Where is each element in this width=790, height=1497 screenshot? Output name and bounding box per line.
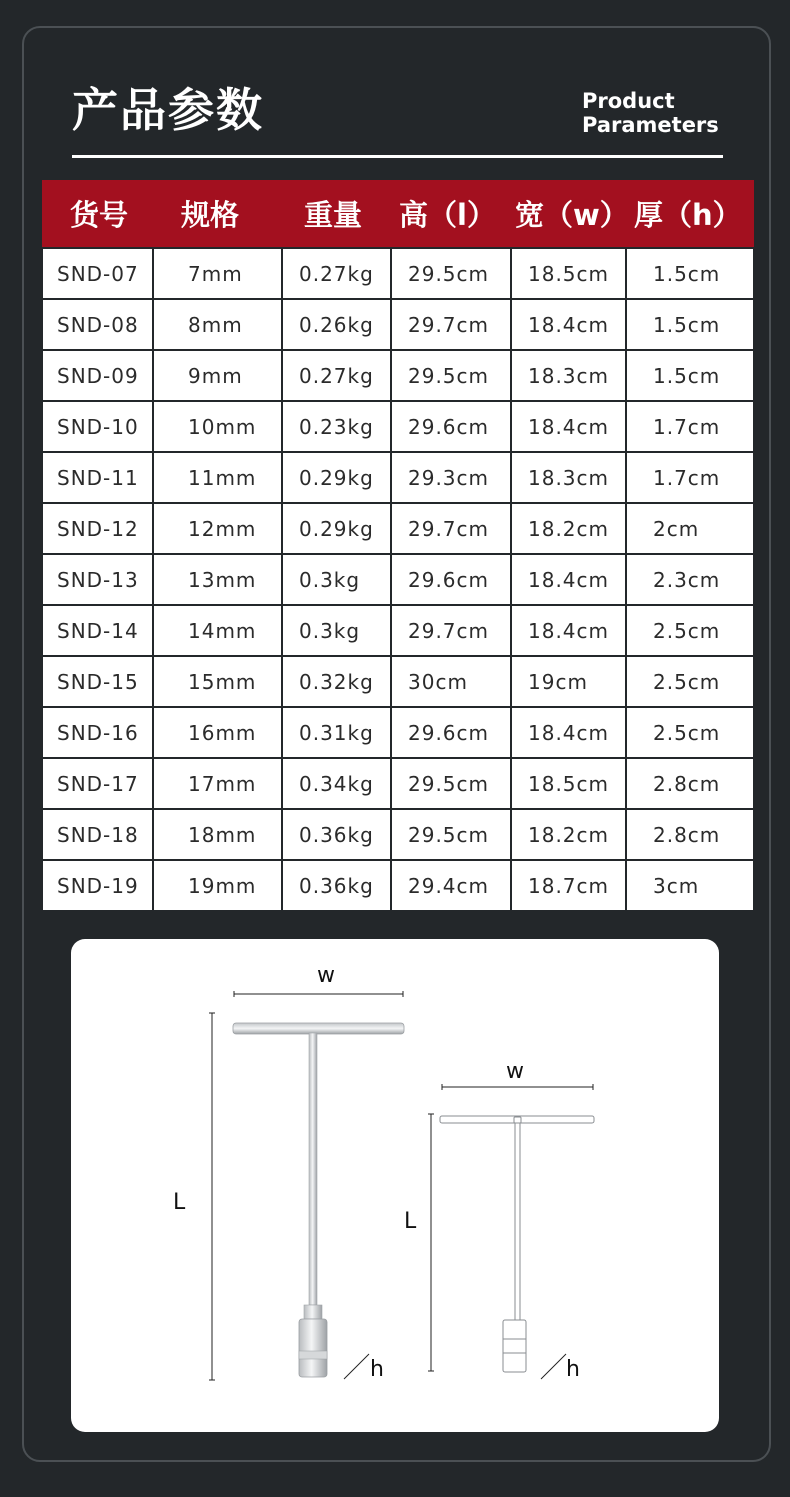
item-no-cell: SND-07 [42, 248, 153, 299]
height-cell: 29.5cm [391, 350, 511, 401]
subtitle-line-2: Parameters [582, 113, 719, 137]
thickness-cell: 2.5cm [626, 605, 754, 656]
item-no-cell: SND-11 [42, 452, 153, 503]
header-thickness: 厚（h） [626, 180, 754, 248]
item-no-cell: SND-16 [42, 707, 153, 758]
width-cell: 18.2cm [511, 503, 626, 554]
thickness-cell: 1.7cm [626, 401, 754, 452]
weight-cell: 0.23kg [282, 401, 391, 452]
spec-cell: 17mm [153, 758, 282, 809]
header-spec: 规格 [153, 180, 282, 248]
item-no-cell: SND-09 [42, 350, 153, 401]
left-t-wrench [233, 1023, 404, 1377]
title-divider [72, 155, 723, 158]
item-no-cell: SND-18 [42, 809, 153, 860]
width-cell: 18.4cm [511, 401, 626, 452]
height-cell: 29.6cm [391, 554, 511, 605]
thickness-cell: 1.5cm [626, 350, 754, 401]
thickness-cell: 1.7cm [626, 452, 754, 503]
spec-cell: 10mm [153, 401, 282, 452]
weight-cell: 0.29kg [282, 503, 391, 554]
thickness-cell: 3cm [626, 860, 754, 911]
width-cell: 18.4cm [511, 707, 626, 758]
table-row [42, 299, 754, 350]
height-cell: 29.5cm [391, 758, 511, 809]
spec-cell: 7mm [153, 248, 282, 299]
height-cell: 29.7cm [391, 503, 511, 554]
spec-cell: 9mm [153, 350, 282, 401]
weight-cell: 0.31kg [282, 707, 391, 758]
thickness-cell: 2.5cm [626, 707, 754, 758]
right-thickness-label: h [566, 1357, 580, 1382]
weight-cell: 0.3kg [282, 554, 391, 605]
thickness-cell: 2.3cm [626, 554, 754, 605]
left-width-label: w [317, 963, 335, 988]
table-row [42, 503, 754, 554]
table-row [42, 554, 754, 605]
table-row [42, 809, 754, 860]
height-cell: 29.6cm [391, 707, 511, 758]
spec-cell: 11mm [153, 452, 282, 503]
table-body [42, 248, 754, 911]
width-cell: 18.7cm [511, 860, 626, 911]
width-cell: 18.2cm [511, 809, 626, 860]
right-length-label: L [404, 1209, 417, 1234]
weight-cell: 0.29kg [282, 452, 391, 503]
dimension-diagram [71, 939, 719, 1432]
right-width-dimension [442, 1084, 593, 1090]
spec-cell: 8mm [153, 299, 282, 350]
header-item-no: 货号 [42, 180, 153, 248]
right-thickness-mark [541, 1354, 566, 1379]
item-no-cell: SND-08 [42, 299, 153, 350]
width-cell: 18.4cm [511, 554, 626, 605]
left-length-label: L [173, 1190, 186, 1215]
weight-cell: 0.3kg [282, 605, 391, 656]
thickness-cell: 2.8cm [626, 758, 754, 809]
item-no-cell: SND-14 [42, 605, 153, 656]
table-row [42, 605, 754, 656]
table-row [42, 248, 754, 299]
subtitle-line-1: Product [582, 89, 675, 113]
header-weight: 重量 [282, 180, 391, 248]
table-row [42, 401, 754, 452]
height-cell: 30cm [391, 656, 511, 707]
thickness-cell: 2.5cm [626, 656, 754, 707]
table-row [42, 350, 754, 401]
height-cell: 29.6cm [391, 401, 511, 452]
width-cell: 18.5cm [511, 248, 626, 299]
spec-cell: 13mm [153, 554, 282, 605]
weight-cell: 0.32kg [282, 656, 391, 707]
height-cell: 29.3cm [391, 452, 511, 503]
width-cell: 18.5cm [511, 758, 626, 809]
spec-cell: 12mm [153, 503, 282, 554]
width-cell: 18.4cm [511, 605, 626, 656]
left-thickness-label: h [370, 1357, 384, 1382]
weight-cell: 0.26kg [282, 299, 391, 350]
spec-cell: 15mm [153, 656, 282, 707]
spec-cell: 19mm [153, 860, 282, 911]
table-row [42, 860, 754, 911]
height-cell: 29.5cm [391, 809, 511, 860]
thickness-cell: 1.5cm [626, 248, 754, 299]
header-width: 宽（w） [511, 180, 626, 248]
table-row [42, 707, 754, 758]
right-length-dimension [428, 1114, 434, 1371]
weight-cell: 0.27kg [282, 248, 391, 299]
height-cell: 29.5cm [391, 248, 511, 299]
table-header-row [42, 180, 754, 248]
page-subtitle-en [582, 89, 742, 137]
item-no-cell: SND-19 [42, 860, 153, 911]
thickness-cell: 2cm [626, 503, 754, 554]
left-length-dimension [209, 1013, 215, 1380]
thickness-cell: 2.8cm [626, 809, 754, 860]
height-cell: 29.7cm [391, 299, 511, 350]
width-cell: 19cm [511, 656, 626, 707]
spec-cell: 14mm [153, 605, 282, 656]
height-cell: 29.7cm [391, 605, 511, 656]
item-no-cell: SND-17 [42, 758, 153, 809]
right-t-wrench-outline [440, 1116, 594, 1372]
spec-cell: 18mm [153, 809, 282, 860]
item-no-cell: SND-12 [42, 503, 153, 554]
right-width-label: w [506, 1059, 524, 1084]
page-title: 产品参数 [72, 83, 264, 137]
weight-cell: 0.36kg [282, 809, 391, 860]
left-thickness-mark [344, 1354, 369, 1379]
table-row [42, 758, 754, 809]
width-cell: 18.4cm [511, 299, 626, 350]
table-row [42, 656, 754, 707]
left-width-dimension [234, 991, 403, 997]
header-height: 高（l） [391, 180, 511, 248]
height-cell: 29.4cm [391, 860, 511, 911]
thickness-cell: 1.5cm [626, 299, 754, 350]
width-cell: 18.3cm [511, 452, 626, 503]
diagram-svg [71, 939, 719, 1432]
weight-cell: 0.36kg [282, 860, 391, 911]
weight-cell: 0.34kg [282, 758, 391, 809]
width-cell: 18.3cm [511, 350, 626, 401]
table-row [42, 452, 754, 503]
item-no-cell: SND-15 [42, 656, 153, 707]
spec-cell: 16mm [153, 707, 282, 758]
item-no-cell: SND-10 [42, 401, 153, 452]
item-no-cell: SND-13 [42, 554, 153, 605]
spec-table [41, 180, 755, 912]
weight-cell: 0.27kg [282, 350, 391, 401]
